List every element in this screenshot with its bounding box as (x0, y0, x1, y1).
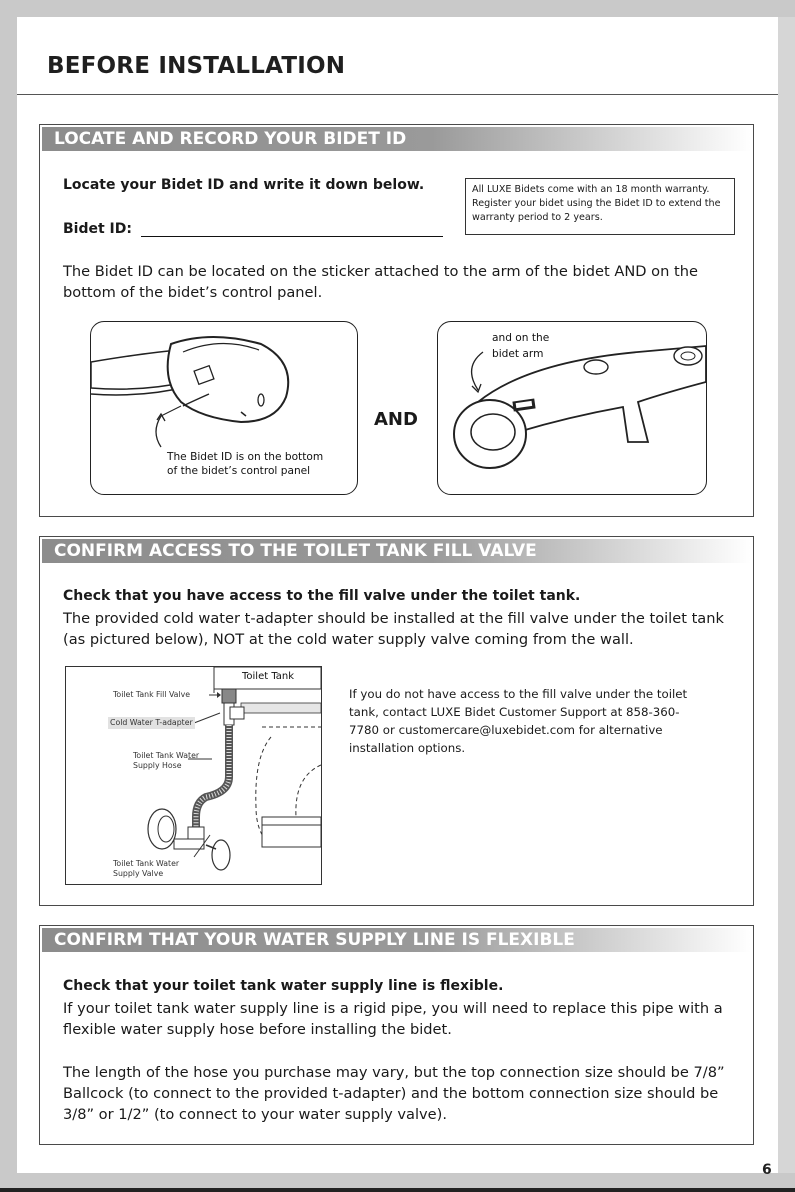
body-text: The Bidet ID can be located on the sticker attached to the arm of the bidet AND on the bottom of the bidet’s control panel. (63, 263, 698, 301)
section-fill-valve-access (39, 536, 754, 906)
page-edge-strip (778, 17, 795, 1173)
bidet-arm-caption-line2: bidet arm (492, 348, 544, 360)
control-panel-caption-line2: of the bidet’s control panel (167, 465, 311, 477)
bidet-arm-caption-line1: and on the (492, 332, 550, 344)
plumbing-drawing (66, 667, 321, 884)
fill-valve-diagram (65, 666, 322, 885)
bidet-arm-illustration (437, 321, 707, 495)
section-header: LOCATE AND RECORD YOUR BIDET ID (42, 127, 751, 151)
instruction-text: Check that your toilet tank water supply line is flexible. (63, 978, 504, 994)
section-flexible-supply-line (39, 925, 754, 1145)
label-supply-valve-line1: Toilet Tank Water (113, 859, 180, 868)
label-supply-hose-line2: Supply Hose (133, 761, 182, 770)
bidet-id-label: Bidet ID: (63, 221, 132, 237)
control-panel-illustration (90, 321, 358, 495)
title-divider (17, 94, 778, 95)
bidet-arm-drawing (438, 322, 706, 494)
label-supply-valve-line2: Supply Valve (113, 869, 164, 878)
bottom-rule (0, 1188, 795, 1192)
label-supply-hose-line1: Toilet Tank Water (133, 751, 200, 760)
instruction-text: Locate your Bidet ID and write it down below. (63, 177, 425, 193)
section-header: CONFIRM THAT YOUR WATER SUPPLY LINE IS FLEXIBLE (42, 928, 751, 952)
and-label: AND (374, 409, 418, 430)
body-text: The provided cold water t-adapter should be installed at the fill valve under the toilet tank (as pictured below), NOT at the cold water supply valve coming from the wall. (63, 610, 724, 648)
support-text: If you do not have access to the fill valve under the toilet tank, contact LUXE Bidet Customer Support at 858-360-7780 or customercare@luxebidet.com for alternative installation options. (349, 687, 688, 755)
section-locate-bidet-id (39, 124, 754, 517)
section-header: CONFIRM ACCESS TO THE TOILET TANK FILL VALVE (42, 539, 751, 563)
body-text-2: The length of the hose you purchase may vary, but the top connection size should be 7/8” Ballcock (to connect to the provided t-adapter) and the bottom connection size should be 3/8” or 1/2” (to connect to your water supply valve). (63, 1064, 725, 1123)
label-toilet-tank: Toilet Tank (242, 671, 295, 682)
warranty-note: All LUXE Bidets come with an 18 month warranty. Register your bidet using the Bidet ID to extend the warranty period to 2 years. (465, 178, 735, 235)
instruction-text: Check that you have access to the fill valve under the toilet tank. (63, 588, 581, 604)
page-number: 6 (762, 1162, 772, 1178)
bidet-id-write-line[interactable] (141, 236, 443, 237)
page-title: BEFORE INSTALLATION (47, 53, 346, 79)
body-text-1: If your toilet tank water supply line is a rigid pipe, you will need to replace this pipe with a flexible water supply hose before installing the bidet. (63, 1000, 723, 1038)
manual-page (17, 17, 778, 1173)
label-t-adapter: Cold Water T-adapter (110, 718, 193, 727)
label-fill-valve: Toilet Tank Fill Valve (113, 690, 191, 699)
control-panel-caption-line1: The Bidet ID is on the bottom (167, 451, 324, 463)
